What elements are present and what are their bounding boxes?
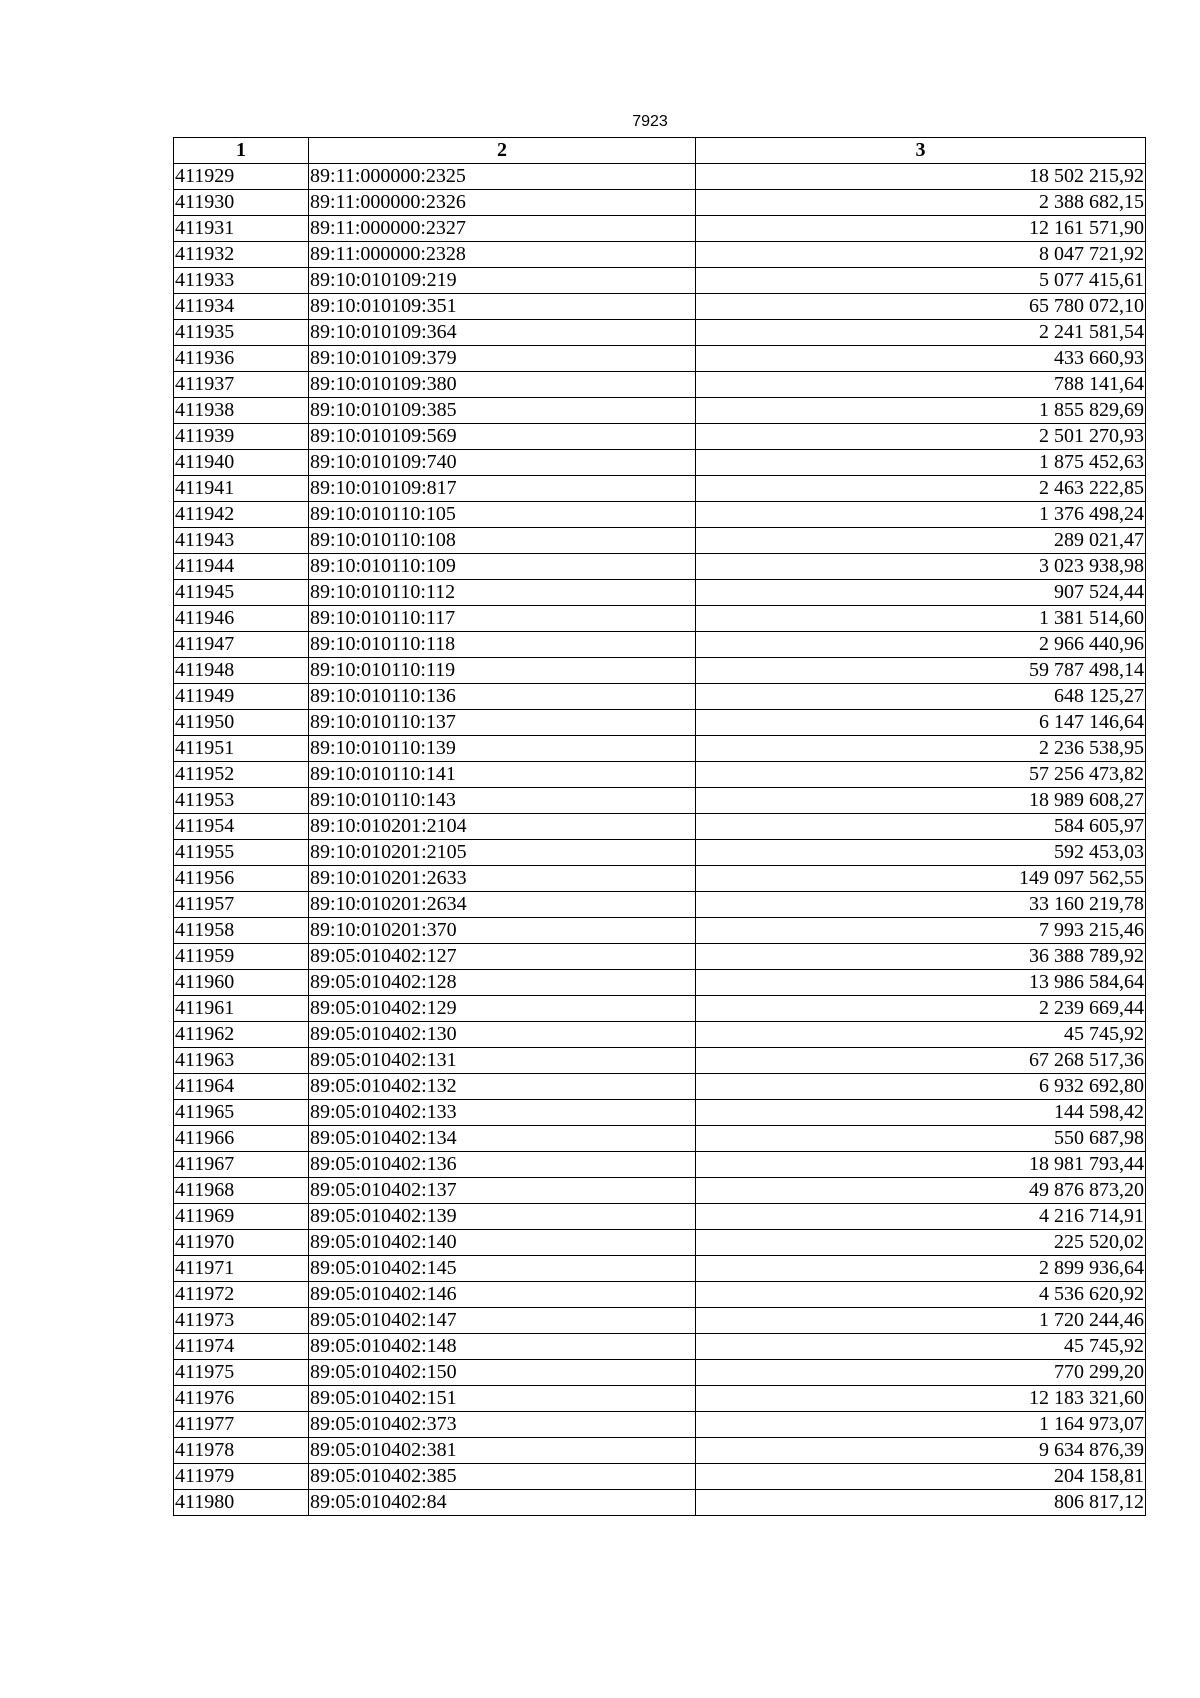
cadastral-value-cell: 2 241 581,54 [696,320,1146,346]
cadastral-number-cell: 89:05:010402:131 [309,1048,696,1074]
table-row [174,1308,1146,1334]
cadastral-value-cell: 1 381 514,60 [696,606,1146,632]
cadastral-number-cell: 89:10:010109:740 [309,450,696,476]
row-number-cell: 411964 [174,1074,309,1100]
row-number-cell: 411930 [174,190,309,216]
cadastral-value-cell: 5 077 415,61 [696,268,1146,294]
row-number-cell: 411979 [174,1464,309,1490]
cadastral-value-cell: 806 817,12 [696,1490,1146,1516]
cadastral-value-cell: 2 239 669,44 [696,996,1146,1022]
cadastral-number-cell: 89:10:010110:136 [309,684,696,710]
cadastral-number-cell: 89:10:010109:385 [309,398,696,424]
row-number-cell: 411977 [174,1412,309,1438]
table-row [174,658,1146,684]
cadastral-value-cell: 6 147 146,64 [696,710,1146,736]
row-number-cell: 411931 [174,216,309,242]
row-number-cell: 411939 [174,424,309,450]
row-number-cell: 411955 [174,840,309,866]
cadastral-number-cell: 89:10:010110:141 [309,762,696,788]
table-row [174,502,1146,528]
cadastral-value-cell: 45 745,92 [696,1334,1146,1360]
row-number-cell: 411932 [174,242,309,268]
cadastral-number-cell: 89:10:010109:364 [309,320,696,346]
cadastral-value-cell: 45 745,92 [696,1022,1146,1048]
cadastral-number-cell: 89:10:010110:105 [309,502,696,528]
cadastral-number-cell: 89:10:010201:2634 [309,892,696,918]
row-number-cell: 411970 [174,1230,309,1256]
cadastral-value-cell: 592 453,03 [696,840,1146,866]
cadastral-value-cell: 4 536 620,92 [696,1282,1146,1308]
cadastral-number-cell: 89:05:010402:147 [309,1308,696,1334]
row-number-cell: 411975 [174,1360,309,1386]
table-row [174,528,1146,554]
row-number-cell: 411951 [174,736,309,762]
table-row [174,762,1146,788]
cadastral-number-cell: 89:10:010109:380 [309,372,696,398]
row-number-cell: 411937 [174,372,309,398]
cadastral-number-cell: 89:10:010109:219 [309,268,696,294]
cadastral-number-cell: 89:05:010402:148 [309,1334,696,1360]
column-header-cadastral-number: 2 [309,138,696,164]
row-number-cell: 411976 [174,1386,309,1412]
table-row [174,216,1146,242]
row-number-cell: 411952 [174,762,309,788]
cadastral-value-cell: 9 634 876,39 [696,1438,1146,1464]
table-row [174,1048,1146,1074]
row-number-cell: 411959 [174,944,309,970]
table-row [174,1178,1146,1204]
cadastral-number-cell: 89:05:010402:137 [309,1178,696,1204]
cadastral-number-cell: 89:05:010402:130 [309,1022,696,1048]
row-number-cell: 411966 [174,1126,309,1152]
table-row [174,632,1146,658]
cadastral-number-cell: 89:10:010110:137 [309,710,696,736]
cadastral-value-cell: 49 876 873,20 [696,1178,1146,1204]
row-number-cell: 411963 [174,1048,309,1074]
row-number-cell: 411944 [174,554,309,580]
cadastral-number-cell: 89:10:010201:2104 [309,814,696,840]
row-number-cell: 411962 [174,1022,309,1048]
cadastral-value-cell: 225 520,02 [696,1230,1146,1256]
cadastral-number-cell: 89:05:010402:136 [309,1152,696,1178]
cadastral-number-cell: 89:10:010110:117 [309,606,696,632]
column-header-value: 3 [696,138,1146,164]
cadastral-value-cell: 788 141,64 [696,372,1146,398]
table-row [174,710,1146,736]
cadastral-value-cell: 2 501 270,93 [696,424,1146,450]
cadastral-number-cell: 89:05:010402:132 [309,1074,696,1100]
table-row [174,892,1146,918]
table-header-row [174,138,1146,164]
page-number: 7923 [632,113,668,130]
table-row [174,814,1146,840]
cadastral-value-cell: 149 097 562,55 [696,866,1146,892]
row-number-cell: 411942 [174,502,309,528]
cadastral-value-cell: 550 687,98 [696,1126,1146,1152]
cadastral-number-cell: 89:05:010402:128 [309,970,696,996]
row-number-cell: 411929 [174,164,309,190]
cadastral-number-cell: 89:05:010402:151 [309,1386,696,1412]
cadastral-value-cell: 12 161 571,90 [696,216,1146,242]
cadastral-value-cell: 8 047 721,92 [696,242,1146,268]
row-number-cell: 411956 [174,866,309,892]
row-number-cell: 411936 [174,346,309,372]
cadastral-value-cell: 770 299,20 [696,1360,1146,1386]
cadastral-number-cell: 89:05:010402:140 [309,1230,696,1256]
cadastral-number-cell: 89:11:000000:2325 [309,164,696,190]
table-body [174,164,1146,1516]
table-row [174,1464,1146,1490]
table-row [174,476,1146,502]
table-row [174,1282,1146,1308]
cadastral-value-cell: 18 502 215,92 [696,164,1146,190]
table-row [174,372,1146,398]
cadastral-number-cell: 89:05:010402:146 [309,1282,696,1308]
cadastral-value-cell: 59 787 498,14 [696,658,1146,684]
cadastral-value-cell: 1 164 973,07 [696,1412,1146,1438]
cadastral-number-cell: 89:10:010110:119 [309,658,696,684]
table-row [174,1386,1146,1412]
row-number-cell: 411980 [174,1490,309,1516]
cadastral-value-cell: 2 388 682,15 [696,190,1146,216]
cadastral-value-cell: 18 981 793,44 [696,1152,1146,1178]
table-row [174,190,1146,216]
table-row [174,866,1146,892]
table-row [174,1360,1146,1386]
cadastral-number-cell: 89:10:010201:370 [309,918,696,944]
table-row [174,1204,1146,1230]
table-row [174,1126,1146,1152]
cadastral-value-cell: 65 780 072,10 [696,294,1146,320]
cadastral-value-cell: 1 855 829,69 [696,398,1146,424]
table-row [174,970,1146,996]
row-number-cell: 411971 [174,1256,309,1282]
table-row [174,164,1146,190]
cadastral-number-cell: 89:05:010402:385 [309,1464,696,1490]
row-number-cell: 411943 [174,528,309,554]
table-row [174,788,1146,814]
cadastral-value-cell: 204 158,81 [696,1464,1146,1490]
table-row [174,320,1146,346]
table-row [174,1490,1146,1516]
table-row [174,606,1146,632]
table-row [174,450,1146,476]
cadastral-number-cell: 89:11:000000:2326 [309,190,696,216]
row-number-cell: 411949 [174,684,309,710]
cadastral-number-cell: 89:11:000000:2327 [309,216,696,242]
table-row [174,398,1146,424]
cadastral-value-cell: 18 989 608,27 [696,788,1146,814]
row-number-cell: 411967 [174,1152,309,1178]
cadastral-number-cell: 89:05:010402:373 [309,1412,696,1438]
row-number-cell: 411968 [174,1178,309,1204]
table-row [174,242,1146,268]
table-row [174,1412,1146,1438]
cadastral-number-cell: 89:10:010110:139 [309,736,696,762]
table-row [174,1230,1146,1256]
row-number-cell: 411978 [174,1438,309,1464]
cadastral-number-cell: 89:10:010109:351 [309,294,696,320]
cadastral-number-cell: 89:05:010402:381 [309,1438,696,1464]
cadastral-number-cell: 89:05:010402:129 [309,996,696,1022]
table-row [174,684,1146,710]
cadastral-number-cell: 89:05:010402:145 [309,1256,696,1282]
table-row [174,1256,1146,1282]
cadastral-number-cell: 89:05:010402:134 [309,1126,696,1152]
table-row [174,554,1146,580]
cadastral-value-cell: 648 125,27 [696,684,1146,710]
row-number-cell: 411950 [174,710,309,736]
table-row [174,1022,1146,1048]
row-number-cell: 411960 [174,970,309,996]
cadastral-value-cell: 2 236 538,95 [696,736,1146,762]
row-number-cell: 411954 [174,814,309,840]
cadastral-value-cell: 1 875 452,63 [696,450,1146,476]
cadastral-value-cell: 33 160 219,78 [696,892,1146,918]
cadastral-number-cell: 89:05:010402:150 [309,1360,696,1386]
cadastral-value-cell: 6 932 692,80 [696,1074,1146,1100]
cadastral-number-cell: 89:10:010109:817 [309,476,696,502]
row-number-cell: 411938 [174,398,309,424]
cadastral-value-cell: 144 598,42 [696,1100,1146,1126]
row-number-cell: 411934 [174,294,309,320]
cadastral-number-cell: 89:05:010402:139 [309,1204,696,1230]
table-row [174,996,1146,1022]
cadastral-value-cell: 1 720 244,46 [696,1308,1146,1334]
row-number-cell: 411961 [174,996,309,1022]
table-row [174,1074,1146,1100]
cadastral-value-cell: 36 388 789,92 [696,944,1146,970]
cadastral-number-cell: 89:11:000000:2328 [309,242,696,268]
table-row [174,424,1146,450]
row-number-cell: 411969 [174,1204,309,1230]
table-row [174,1100,1146,1126]
cadastral-value-cell: 3 023 938,98 [696,554,1146,580]
cadastral-value-table [173,137,1146,1516]
cadastral-value-cell: 433 660,93 [696,346,1146,372]
cadastral-number-cell: 89:10:010201:2633 [309,866,696,892]
row-number-cell: 411958 [174,918,309,944]
row-number-cell: 411973 [174,1308,309,1334]
table-row [174,580,1146,606]
row-number-cell: 411945 [174,580,309,606]
table-row [174,918,1146,944]
row-number-cell: 411935 [174,320,309,346]
cadastral-value-cell: 2 463 222,85 [696,476,1146,502]
row-number-cell: 411957 [174,892,309,918]
row-number-cell: 411974 [174,1334,309,1360]
cadastral-value-cell: 4 216 714,91 [696,1204,1146,1230]
cadastral-number-cell: 89:05:010402:127 [309,944,696,970]
table-row [174,1334,1146,1360]
cadastral-value-cell: 13 986 584,64 [696,970,1146,996]
cadastral-value-cell: 2 899 936,64 [696,1256,1146,1282]
cadastral-number-cell: 89:10:010109:569 [309,424,696,450]
cadastral-value-cell: 12 183 321,60 [696,1386,1146,1412]
cadastral-number-cell: 89:10:010110:112 [309,580,696,606]
cadastral-value-cell: 2 966 440,96 [696,632,1146,658]
row-number-cell: 411965 [174,1100,309,1126]
table-row [174,944,1146,970]
table-row [174,294,1146,320]
column-header-number: 1 [174,138,309,164]
cadastral-value-cell: 57 256 473,82 [696,762,1146,788]
table-row [174,840,1146,866]
table-row [174,346,1146,372]
cadastral-number-cell: 89:10:010110:108 [309,528,696,554]
cadastral-number-cell: 89:05:010402:133 [309,1100,696,1126]
cadastral-value-cell: 907 524,44 [696,580,1146,606]
table-row [174,1152,1146,1178]
row-number-cell: 411947 [174,632,309,658]
table-row [174,268,1146,294]
cadastral-value-cell: 67 268 517,36 [696,1048,1146,1074]
cadastral-number-cell: 89:10:010110:143 [309,788,696,814]
cadastral-value-cell: 7 993 215,46 [696,918,1146,944]
row-number-cell: 411946 [174,606,309,632]
cadastral-number-cell: 89:10:010110:118 [309,632,696,658]
cadastral-value-cell: 289 021,47 [696,528,1146,554]
row-number-cell: 411972 [174,1282,309,1308]
row-number-cell: 411940 [174,450,309,476]
row-number-cell: 411933 [174,268,309,294]
cadastral-number-cell: 89:10:010110:109 [309,554,696,580]
row-number-cell: 411948 [174,658,309,684]
row-number-cell: 411953 [174,788,309,814]
cadastral-value-cell: 1 376 498,24 [696,502,1146,528]
row-number-cell: 411941 [174,476,309,502]
cadastral-number-cell: 89:05:010402:84 [309,1490,696,1516]
cadastral-number-cell: 89:10:010201:2105 [309,840,696,866]
table-row [174,736,1146,762]
cadastral-value-cell: 584 605,97 [696,814,1146,840]
table-row [174,1438,1146,1464]
cadastral-number-cell: 89:10:010109:379 [309,346,696,372]
